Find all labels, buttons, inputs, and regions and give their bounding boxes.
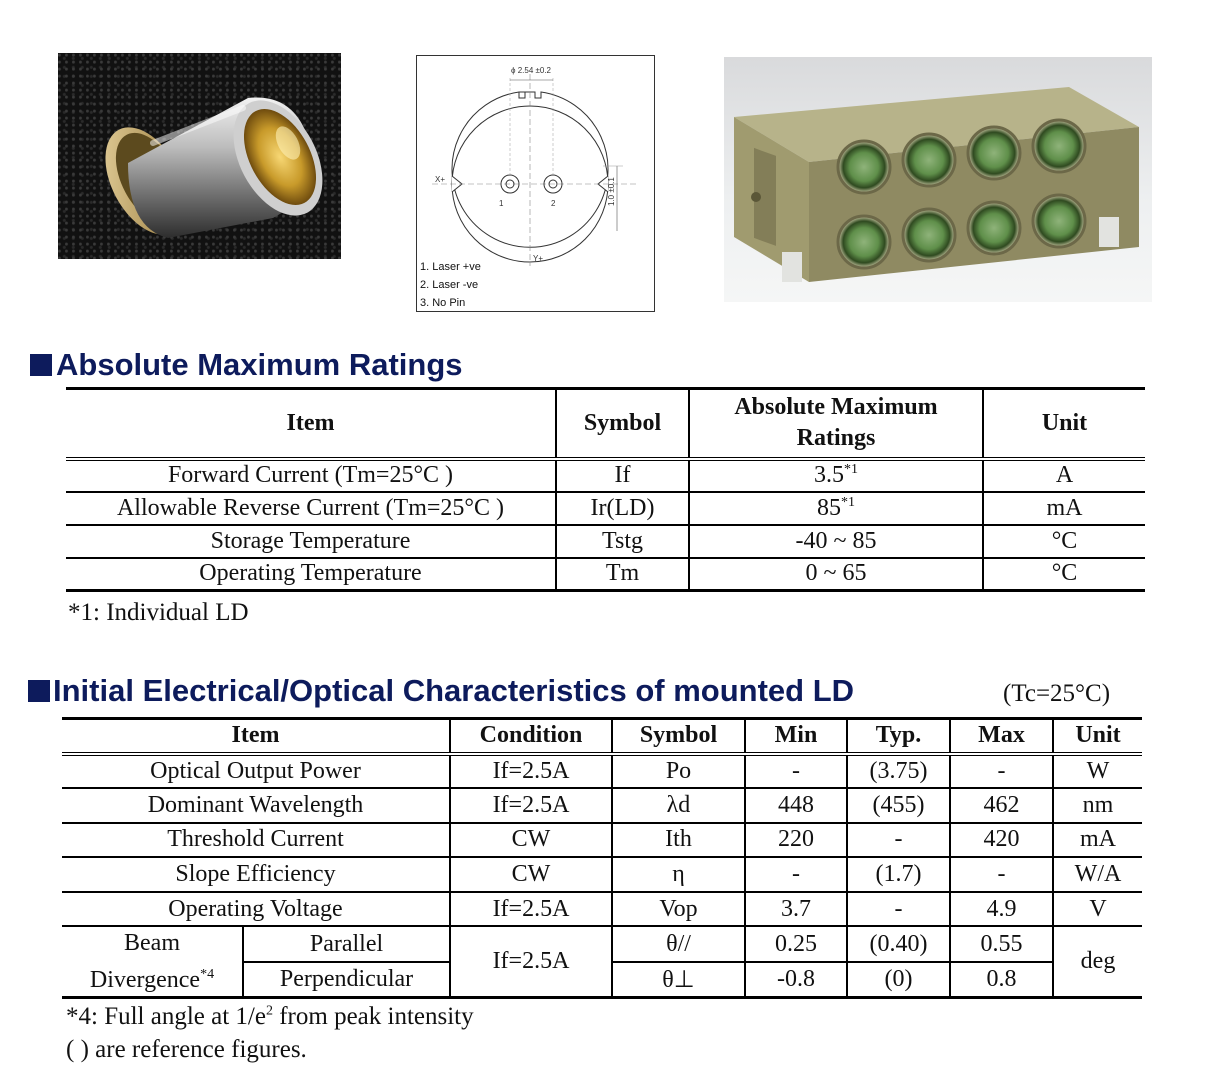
cell-max: 0.55 bbox=[950, 926, 1053, 962]
cell-symbol: Tstg bbox=[556, 525, 689, 558]
table-row bbox=[62, 892, 1142, 927]
laser-diode-can-illustration bbox=[58, 53, 341, 259]
table-row bbox=[62, 788, 1142, 823]
cell-min: -0.8 bbox=[745, 962, 847, 998]
cell-symbol: Vop bbox=[612, 892, 745, 927]
cell-item: Operating Voltage bbox=[62, 892, 450, 927]
cell-unit: nm bbox=[1053, 788, 1142, 823]
section-bullet-icon bbox=[30, 354, 52, 376]
absolute-maximum-ratings-table bbox=[66, 387, 1145, 592]
header-symbol: Symbol bbox=[612, 719, 745, 754]
rating-footnote-mark: *1 bbox=[844, 462, 858, 477]
cell-unit: deg bbox=[1053, 926, 1142, 998]
ieoc-footnote-reference: ( ) are reference figures. bbox=[66, 1036, 307, 1063]
amr-footnote: *1: Individual LD bbox=[68, 599, 249, 626]
cell-min: - bbox=[745, 857, 847, 892]
cell-symbol: θ// bbox=[612, 926, 745, 962]
cell-symbol: Ir(LD) bbox=[556, 492, 689, 525]
cell-typ: (0.40) bbox=[847, 926, 950, 962]
axis-y-label: Y+ bbox=[533, 254, 544, 263]
cell-item: Dominant Wavelength bbox=[62, 788, 450, 823]
laser-diode-photo bbox=[58, 53, 341, 259]
rating-footnote-mark: *1 bbox=[841, 494, 855, 510]
cell-min: 0.25 bbox=[745, 926, 847, 962]
cell-item: Forward Current (Tm=25°C ) bbox=[66, 459, 556, 492]
cell-condition: CW bbox=[450, 823, 612, 858]
cell-item: Threshold Current bbox=[62, 823, 450, 858]
table-header-row bbox=[62, 719, 1142, 754]
cell-condition: If=2.5A bbox=[450, 926, 612, 998]
cell-item: Operating Temperature bbox=[66, 558, 556, 591]
header-min: Min bbox=[745, 719, 847, 754]
cell-min: - bbox=[745, 754, 847, 789]
cell-condition: If=2.5A bbox=[450, 788, 612, 823]
table-row bbox=[66, 558, 1145, 591]
table-row bbox=[66, 459, 1145, 492]
header-item: Item bbox=[62, 719, 450, 754]
cell-unit: V bbox=[1053, 892, 1142, 927]
cell-item: Allowable Reverse Current (Tm=25°C ) bbox=[66, 492, 556, 525]
table-row bbox=[62, 926, 1142, 962]
cell-rating: 0 ~ 65 bbox=[689, 558, 983, 591]
cell-typ: (0) bbox=[847, 962, 950, 998]
pin-assignment-list bbox=[420, 258, 481, 312]
cell-max: 462 bbox=[950, 788, 1053, 823]
cell-max: - bbox=[950, 857, 1053, 892]
cell-symbol: Po bbox=[612, 754, 745, 789]
cell-unit: mA bbox=[983, 492, 1145, 525]
cell-max: 0.8 bbox=[950, 962, 1053, 998]
cell-sub-perpendicular: Perpendicular bbox=[243, 962, 450, 998]
dimension-pin-spacing: ϕ 2.54 ±0.2 bbox=[511, 66, 552, 75]
electrical-optical-characteristics-table bbox=[62, 717, 1142, 999]
mount-block-illustration bbox=[724, 57, 1152, 302]
cell-condition: If=2.5A bbox=[450, 754, 612, 789]
mounted-ld-render bbox=[724, 57, 1152, 302]
cell-typ: (455) bbox=[847, 788, 950, 823]
header-unit: Unit bbox=[1053, 719, 1142, 754]
table-row bbox=[62, 754, 1142, 789]
amr-section-title: Absolute Maximum Ratings bbox=[56, 347, 463, 382]
cell-max: - bbox=[950, 754, 1053, 789]
table-row bbox=[62, 857, 1142, 892]
cell-beam-divergence-label bbox=[62, 926, 243, 998]
cell-symbol: Ith bbox=[612, 823, 745, 858]
cell-unit: W/A bbox=[1053, 857, 1142, 892]
table-row bbox=[66, 492, 1145, 525]
pin-assignment-3: 3. No Pin bbox=[420, 297, 466, 309]
cell-max: 4.9 bbox=[950, 892, 1053, 927]
beam-footnote-mark: *4 bbox=[200, 967, 215, 983]
ieoc-condition-note: (Tc=25°C) bbox=[1003, 680, 1111, 707]
rating-value: 85 bbox=[817, 494, 841, 521]
cell-symbol: λd bbox=[612, 788, 745, 823]
pin2-label: 2 bbox=[551, 199, 556, 208]
footnote-text-a: *4: Full angle at 1/e bbox=[66, 1003, 266, 1030]
pinout-drawing bbox=[416, 55, 655, 312]
cell-symbol: Tm bbox=[556, 558, 689, 591]
cell-max: 420 bbox=[950, 823, 1053, 858]
header-ratings bbox=[689, 389, 983, 459]
cell-typ: - bbox=[847, 892, 950, 927]
cell-typ: (1.7) bbox=[847, 857, 950, 892]
rating-value: 3.5 bbox=[814, 462, 844, 488]
cell-unit: W bbox=[1053, 754, 1142, 789]
pin-assignment-1: 1. Laser +ve bbox=[420, 261, 481, 273]
pin1-label: 1 bbox=[499, 199, 504, 208]
cell-rating bbox=[689, 459, 983, 492]
header-max: Max bbox=[950, 719, 1053, 754]
cell-item: Storage Temperature bbox=[66, 525, 556, 558]
cell-unit: °C bbox=[983, 525, 1145, 558]
header-item: Item bbox=[66, 389, 556, 459]
table-row bbox=[62, 823, 1142, 858]
cell-min: 220 bbox=[745, 823, 847, 858]
footnote-superscript: 2 bbox=[265, 1003, 273, 1019]
ieoc-footnote-4 bbox=[66, 1003, 474, 1031]
cell-typ: - bbox=[847, 823, 950, 858]
beam-label-line1: Beam bbox=[124, 930, 180, 957]
cell-symbol: If bbox=[556, 459, 689, 492]
dimension-height: 1.0 ±0.1 bbox=[607, 177, 616, 206]
section-bullet-icon bbox=[28, 680, 50, 702]
header-unit: Unit bbox=[983, 389, 1145, 459]
cell-item: Optical Output Power bbox=[62, 754, 450, 789]
axis-x-label: X+ bbox=[435, 175, 446, 184]
ieoc-section-title: Initial Electrical/Optical Characteristics of mounted LD bbox=[53, 673, 855, 708]
cell-typ: (3.75) bbox=[847, 754, 950, 789]
cell-min: 448 bbox=[745, 788, 847, 823]
cell-min: 3.7 bbox=[745, 892, 847, 927]
header-ratings-line1: Absolute Maximum bbox=[734, 394, 938, 421]
cell-symbol: θ⊥ bbox=[612, 962, 745, 998]
pin-assignment-2: 2. Laser -ve bbox=[420, 279, 479, 291]
cell-unit: A bbox=[983, 459, 1145, 492]
table-row bbox=[66, 525, 1145, 558]
beam-label-line2 bbox=[62, 959, 242, 996]
cell-condition: If=2.5A bbox=[450, 892, 612, 927]
table-header-row bbox=[66, 389, 1145, 459]
cell-rating bbox=[689, 492, 983, 525]
cell-sub-parallel: Parallel bbox=[243, 926, 450, 962]
beam-label-text: Divergence bbox=[89, 967, 201, 994]
footnote-text-b: from peak intensity bbox=[272, 1003, 474, 1030]
cell-rating: -40 ~ 85 bbox=[689, 525, 983, 558]
header-condition: Condition bbox=[450, 719, 612, 754]
cell-condition: CW bbox=[450, 857, 612, 892]
cell-unit: °C bbox=[983, 558, 1145, 591]
header-ratings-line2: Ratings bbox=[796, 425, 876, 452]
header-symbol: Symbol bbox=[556, 389, 689, 459]
cell-symbol: η bbox=[612, 857, 745, 892]
header-typ: Typ. bbox=[847, 719, 950, 754]
cell-item: Slope Efficiency bbox=[62, 857, 450, 892]
cell-unit: mA bbox=[1053, 823, 1142, 858]
